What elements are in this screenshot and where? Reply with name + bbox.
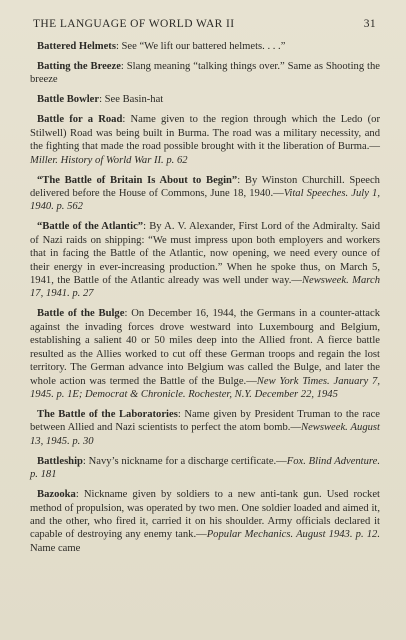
entry-definition: : Nickname given by soldiers to a new anti-tank gun. Used rocket method of propulsion, was operated by two men. One soldier loaded and aimed it, and the other, who fired it, carried it on his shoulder. Army officials declared it capable of destroying any enemy tank.— (30, 489, 380, 541)
entry-term: “The Battle of Britain Is About to Begin” (37, 174, 238, 186)
entry-definition: : See “We lift our battered helmets. . . .” (115, 41, 286, 52)
page-number: 31 (363, 18, 376, 30)
glossary-entry (30, 455, 380, 482)
entry-citation: New York Times. January 7, 1945. p. 1E; Democrat & Chronicle. Rochester, N.Y. December 22, 1945 (30, 375, 380, 400)
entry-citation: Fox. Blind Adventure. p. 181 (30, 455, 381, 481)
entry-term: Battleship (37, 455, 83, 467)
glossary-entry (30, 40, 380, 53)
entry-definition: : On December 16, 1944, the Germans in a counter-attack against the invading forces drove westward into Luxembourg and Belgium, establishing a salient 40 or 50 miles deep into the Allied front. A fierce battle resulted as the Allies worked to cut off these German troops and regain the lost territory. The German advance into Belgium was called the Bulge, and later the whole action was termed the Battle of the Bulge.— (30, 308, 380, 387)
entry-citation: Vital Speeches. July 1, 1940. p. 562 (30, 188, 380, 213)
glossary-entry (30, 113, 380, 167)
entry-term: Bazooka (37, 489, 76, 501)
glossary-entry (30, 307, 380, 401)
entry-definition: : By Winston Churchill. Speech delivered before the House of Commons, June 18, 1940.— (30, 174, 380, 200)
entry-term: Battle of the Bulge (37, 308, 125, 320)
running-head-title: THE LANGUAGE OF WORLD WAR II (33, 18, 235, 30)
entry-term: The Battle of the Laboratories (37, 408, 178, 420)
glossary-entry (30, 220, 380, 300)
entry-citation: Newsweek. August 13, 1945. p. 30 (30, 422, 380, 447)
entry-citation: Miller. History of World War II. p. 62 (30, 154, 188, 166)
glossary-entry (30, 408, 380, 448)
glossary-entry (30, 60, 380, 87)
entry-definition: : By A. V. Alexander, First Lord of the Admiralty. Said of Nazi raids on shipping: “We must impress upon both employers and workers that in facing the Battle of the Atlantic, now opening, we need every ounce of their energy in ever-increasing production.” When he spoke thus, on March 5, 1941, the Battle of the Atlantic already was well under way.— (30, 221, 381, 287)
entry-term: Battle for a Road (37, 114, 123, 126)
entry-term: Battle Bowler (37, 94, 100, 106)
glossary-entry (30, 488, 380, 555)
entry-definition: : Slang meaning “talking things over.” Same as Shooting the breeze (30, 61, 380, 86)
glossary-entry (30, 174, 380, 214)
entry-definition: : See Basin-hat (99, 94, 164, 106)
entry-definition: : Name given by President Truman to the race between Allied and Nazi scientists to perfect the atom bomb.— (30, 408, 380, 434)
entry-citation: Newsweek. March 17, 1941. p. 27 (30, 275, 380, 300)
entry-citation: Popular Mechanics. August 1943. p. 12. (206, 529, 381, 541)
entry-definition: : Navy’s nickname for a discharge certificate.— (82, 455, 287, 467)
glossary-entries (30, 40, 380, 555)
running-head (33, 18, 376, 30)
entry-term: Battered Helmets (37, 41, 116, 52)
entry-term: “Battle of the Atlantic” (37, 221, 144, 233)
entry-continuation: Name came (30, 542, 81, 554)
entry-term: Batting the Breeze (37, 61, 121, 72)
entry-definition: : Name given to the region through which the Ledo (or Stilwell) Road was being built in Burma. The road was a military necessity, and the fighting that made the road possible brought with it the liberation of Burma.— (30, 114, 380, 153)
glossary-entry (30, 93, 380, 106)
